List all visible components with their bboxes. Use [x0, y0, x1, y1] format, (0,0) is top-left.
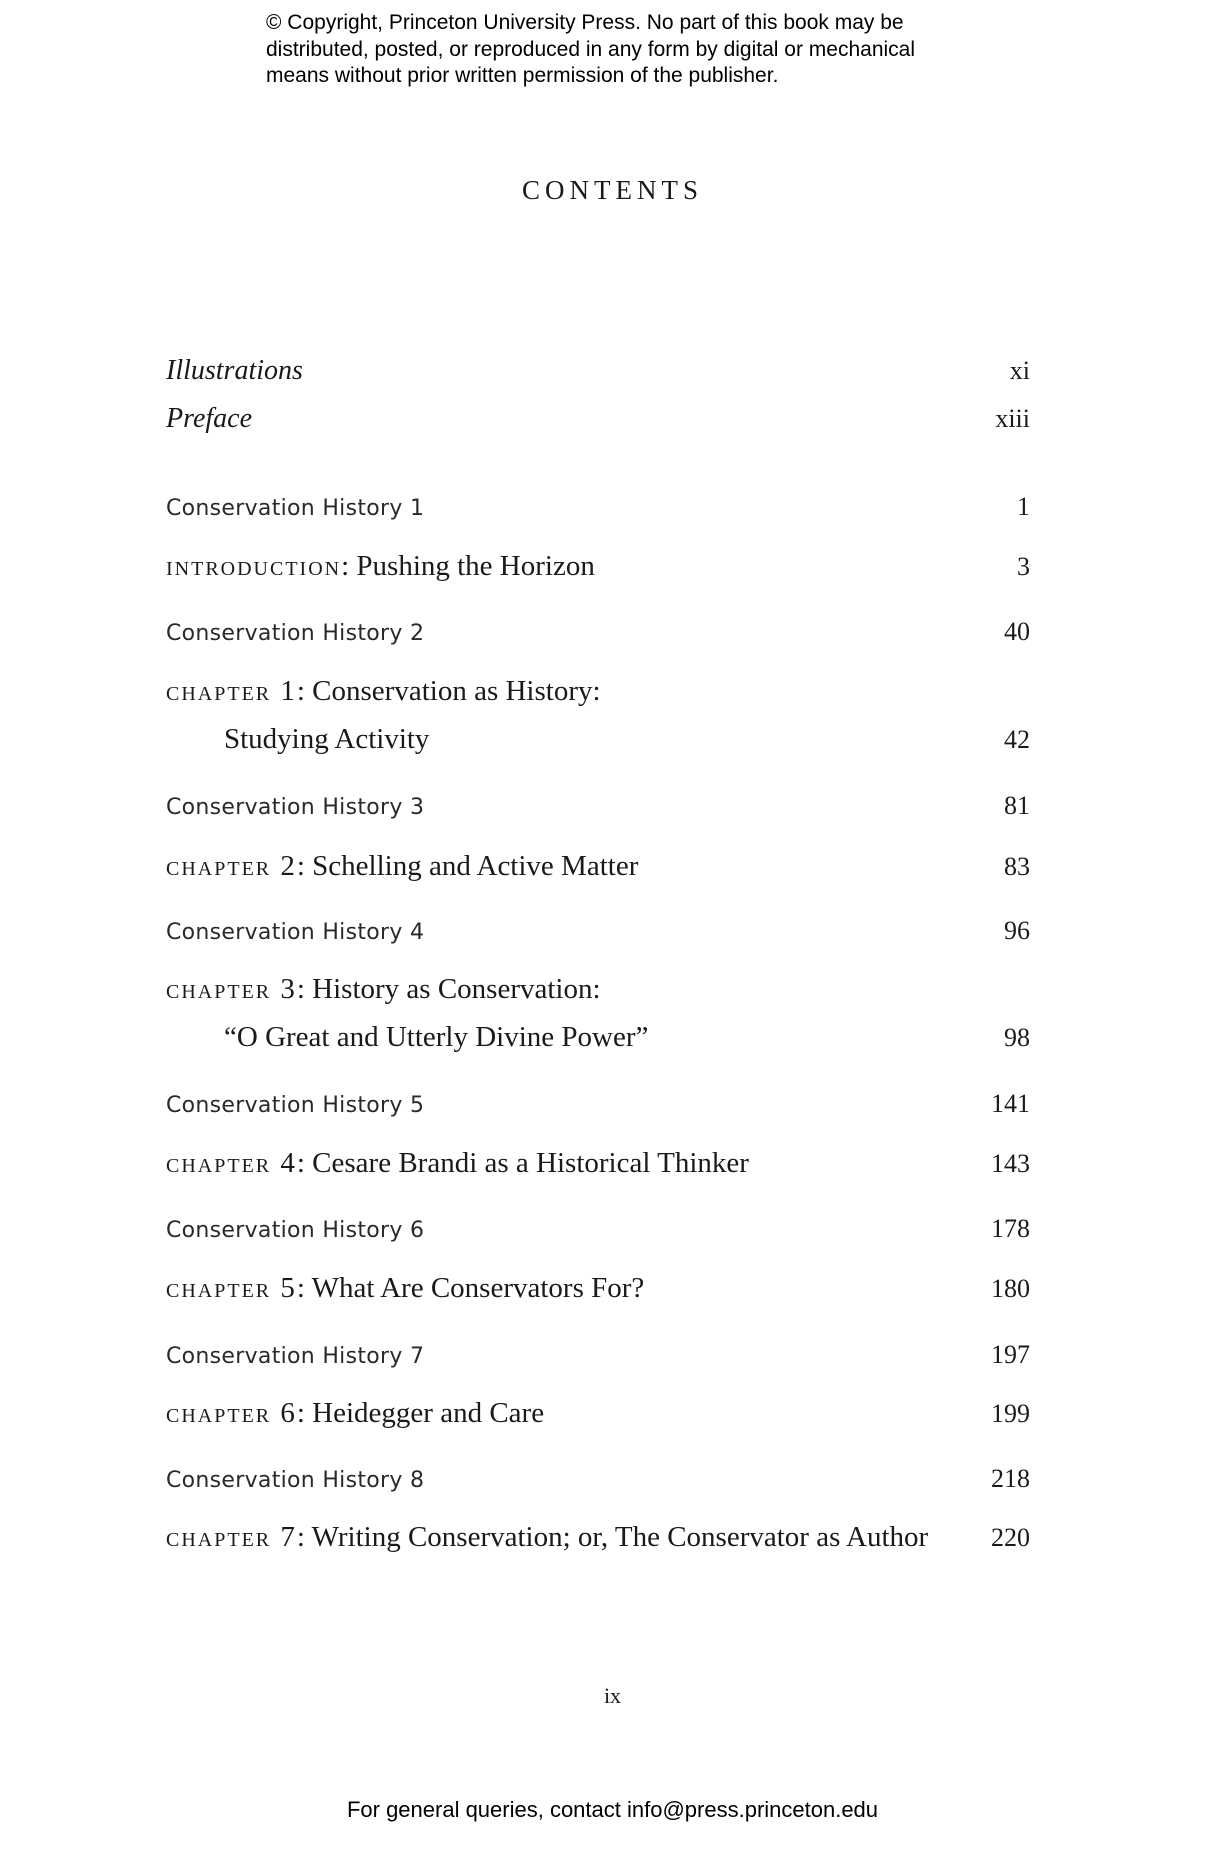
chapter-title: : What Are Conservators For? [296, 1272, 645, 1304]
toc-entry-title: Conservation History 7 [166, 1344, 425, 1369]
toc-entry-title [166, 973, 601, 1006]
chapter-title: : Pushing the Horizon [341, 550, 595, 582]
chapter-title-continued: “O Great and Utterly Divine Power” [224, 1021, 649, 1053]
toc-page-number: 143 [991, 1149, 1030, 1178]
toc-page-number: 98 [1004, 1023, 1030, 1052]
toc-entry-introduction[interactable] [166, 550, 1030, 600]
chapter-label: chapter 3 [166, 973, 297, 1005]
copyright-notice [266, 10, 986, 90]
toc-entry-illustrations[interactable] [166, 355, 1030, 405]
toc-page-number: 83 [1004, 852, 1030, 881]
toc-page-number: 42 [1004, 725, 1030, 754]
toc-entry-chapter-5[interactable] [166, 1272, 1030, 1322]
toc-entry-title [166, 675, 601, 708]
chapter-label: introduction [166, 550, 342, 582]
toc-entry-title: Conservation History 2 [166, 621, 425, 646]
toc-entry-title: Conservation History 8 [166, 1468, 425, 1493]
toc-page-number: 197 [991, 1340, 1030, 1369]
toc-page-number: 178 [991, 1214, 1030, 1243]
toc-page-number: 199 [991, 1399, 1030, 1428]
copyright-line: © Copyright, Princeton University Press. No part of this book may be [266, 11, 904, 34]
chapter-label: chapter 2 [166, 850, 297, 882]
chapter-label: chapter 1 [166, 675, 297, 707]
toc-entry-title [166, 850, 638, 883]
chapter-title: : Writing Conservation; or, The Conservator as Author [296, 1521, 929, 1553]
toc-entry-history-5[interactable] [166, 1089, 1030, 1139]
toc-entry-title: Conservation History 4 [166, 920, 425, 945]
toc-page-number: 220 [991, 1523, 1030, 1552]
toc-entry-history-2[interactable] [166, 617, 1030, 667]
toc-page-number: 180 [991, 1274, 1030, 1303]
chapter-label: chapter 6 [166, 1397, 297, 1429]
toc-entry-title: Preface [166, 403, 253, 434]
toc-page-number: 1 [1017, 492, 1030, 521]
chapter-title: : History as Conservation: [296, 973, 601, 1005]
toc-entry-chapter-1-cont[interactable] [166, 723, 1030, 773]
toc-entry-title [166, 550, 595, 583]
toc-entry-chapter-4[interactable] [166, 1147, 1030, 1197]
copyright-line: distributed, posted, or reproduced in any form by digital or mechanical [266, 37, 916, 61]
contact-footer: For general queries, contact info@press.princeton.edu [346, 1797, 879, 1822]
toc-entry-title [166, 1521, 928, 1554]
toc-entry-chapter-1[interactable] [166, 675, 1030, 725]
page-number: ix [603, 1683, 622, 1708]
toc-entry-history-3[interactable] [166, 791, 1030, 841]
toc-entry-title [166, 1397, 544, 1430]
toc-entry-history-6[interactable] [166, 1214, 1030, 1264]
chapter-title-continued: Studying Activity [224, 723, 430, 755]
toc-entry-title: Conservation History 5 [166, 1093, 425, 1118]
toc-entry-title [166, 1272, 644, 1305]
toc-page-number: xi [1009, 356, 1030, 385]
toc-entry-history-4[interactable] [166, 916, 1030, 966]
toc-entry-title: Conservation History 3 [166, 795, 425, 820]
toc-page-number: 40 [1004, 617, 1030, 646]
toc-page-number: 218 [991, 1464, 1030, 1493]
toc-entry-chapter-2[interactable] [166, 850, 1030, 900]
copyright-line: means without prior written permission of the publisher. [266, 64, 779, 87]
toc-page-number: 81 [1004, 791, 1030, 820]
toc-entry-history-1[interactable] [166, 492, 1030, 542]
toc-page-number: 141 [991, 1089, 1030, 1118]
toc-entry-chapter-7[interactable] [166, 1521, 1030, 1571]
toc-entry-history-8[interactable] [166, 1464, 1030, 1514]
toc-entry-title: Conservation History 6 [166, 1218, 425, 1243]
toc-page-number: 96 [1004, 916, 1030, 945]
toc-entry-chapter-3[interactable] [166, 973, 1030, 1023]
chapter-title: : Heidegger and Care [296, 1397, 545, 1429]
page-title: CONTENTS [522, 175, 703, 205]
toc-entry-title: Illustrations [166, 355, 303, 386]
toc-entry-history-7[interactable] [166, 1340, 1030, 1390]
chapter-title: : Cesare Brandi as a Historical Thinker [296, 1147, 749, 1179]
toc-entry-chapter-6[interactable] [166, 1397, 1030, 1447]
chapter-title: : Conservation as History: [296, 675, 601, 707]
toc-entry-preface[interactable] [166, 403, 1030, 453]
toc-page-number: xiii [995, 404, 1030, 433]
toc-page-number: 3 [1017, 552, 1030, 581]
chapter-label: chapter 5 [166, 1272, 297, 1304]
toc-entry-title: Conservation History 1 [166, 496, 425, 521]
chapter-label: chapter 7 [166, 1521, 297, 1553]
chapter-label: chapter 4 [166, 1147, 297, 1179]
toc-entry-chapter-3-cont[interactable] [166, 1021, 1030, 1071]
chapter-title: : Schelling and Active Matter [296, 850, 639, 882]
toc-entry-title [166, 1147, 749, 1180]
